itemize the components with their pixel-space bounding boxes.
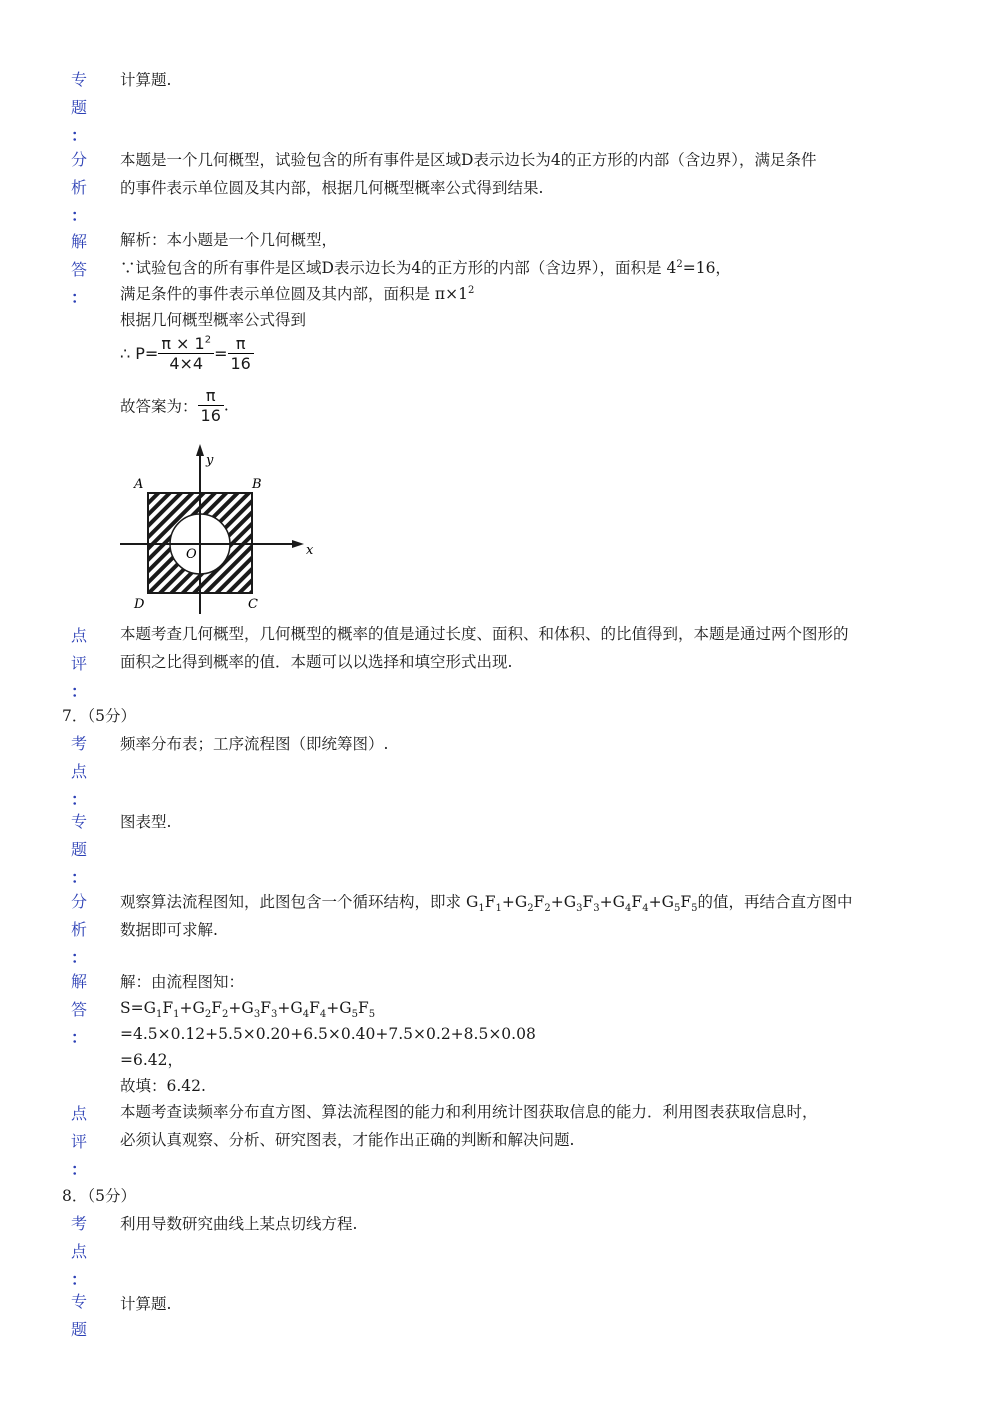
q8-zhuanti-text: 计算题. [120,1295,172,1313]
q7-jieda-line-3: =4.5×0.12+5.5×0.20+6.5×0.40+7.5×0.2+8.5×0.08 [120,1025,536,1043]
label-y: y [206,453,214,468]
q7-jieda-sum: $G_1F_1+G_2F_2+G_3F_3+G_4F_4+G_5F_5$ [143,999,376,1021]
label-x: x [306,543,314,558]
q7-kaodian-text: 频率分布表；工序流程图（即统筹图）. [120,735,389,753]
q8-kaodian-label: 考 点 ： [70,1214,87,1289]
q7-jieda-line-2: $S=G_1F_1+G_2F_2+G_3F_3+G_4F_4+G_5F_5$ [120,999,376,1021]
y-axis-arrow [196,444,204,456]
q7-jieda-line-1: 解：由流程图知： [120,973,245,991]
q7-dianping-line-1: 本题考查读频率分布直方图、算法流程图的能力和利用统计图获取信息的能力．利用图表获取信息时， [120,1103,818,1121]
q7-kaodian-label: 考 点 ： [70,734,87,809]
q7-jieda-line-4: =6.42， [120,1051,183,1069]
q8-kaodian-text: 利用导数研究曲线上某点切线方程. [120,1215,358,1233]
q8-zhuanti-label: 专 题 [70,1292,87,1339]
label-A: A [134,477,144,492]
label-O: O [186,547,197,562]
label-B: B [252,477,262,492]
q7-fenxi-line-1: 观察算法流程图知，此图包含一个循环结构，即求 $G_1F_1+G_2F_2+G_3F_3+G_4F_4+G_5F_5$的值，再结合直方图中 [120,893,853,915]
q7-jieda-label: 解 答 ： [70,972,87,1047]
q7-jieda-line-5: 故填：6.42. [120,1077,206,1095]
question-7-number: 7．（5分） [62,707,136,725]
answer-line: 故答案为： $\frac{\pi}{16}$ . [120,386,229,425]
fenxi-line-1: 本题是一个几何概型，试验包含的所有事件是区域D表示边长为4的正方形的内部（含边界），满足条件 [120,151,817,169]
jieda-line-4: 根据几何概型概率公式得到 [120,311,307,329]
q7-fenxi-sum: $G_1F_1+G_2F_2+G_3F_3+G_4F_4+G_5F_5$ [465,893,698,915]
question-8-number: 8．（5分） [62,1187,136,1205]
label-D: D [134,597,145,612]
dianping-line-2: 面积之比得到概率的值．本题可以以选择和填空形式出现. [120,653,513,671]
dianping-label: 点 评 ： [70,626,87,701]
x-axis-arrow [292,540,304,548]
q7-zhuanti-text: 图表型. [120,813,172,831]
jieda-line-1: 解析：本小题是一个几何概型， [120,231,338,249]
jieda-line-2: ∵试验包含的所有事件是区域D表示边长为4的正方形的内部（含边界），面积是 $4^2=16$， [120,258,731,277]
label-C: C [248,597,258,612]
q7-dianping-line-2: 必须认真观察、分析、研究图表，才能作出正确的判断和解决问题. [120,1131,575,1149]
q7-dianping-label: 点 评 ： [70,1104,87,1179]
fenxi-line-2: 的事件表示单位圆及其内部，根据几何概型概率公式得到结果. [120,179,544,197]
dianping-line-1: 本题考查几何概型，几何概型的概率的值是通过长度、面积、和体积、的比值得到，本题是通过两个图形的 [120,625,849,643]
zhuanti-label: 专 题 ： [70,70,87,145]
jieda-line-3: 满足条件的事件表示单位圆及其内部，面积是 $\pi\times 1^2$ [120,284,475,303]
probability-formula: ∴ P= $\frac{\pi \times 1^2}{4\times 4}$ = $\frac{\pi}{16}$ [120,334,254,373]
fenxi-label: 分 析 ： [70,150,87,225]
zhuanti-text: 计算题. [120,71,172,89]
q7-fenxi-line-2: 数据即可求解. [120,921,218,939]
q7-zhuanti-label: 专 题 ： [70,812,87,887]
geometry-figure [118,440,318,616]
q7-fenxi-label: 分 析 ： [70,892,87,967]
jieda-label: 解 答 ： [70,232,87,307]
